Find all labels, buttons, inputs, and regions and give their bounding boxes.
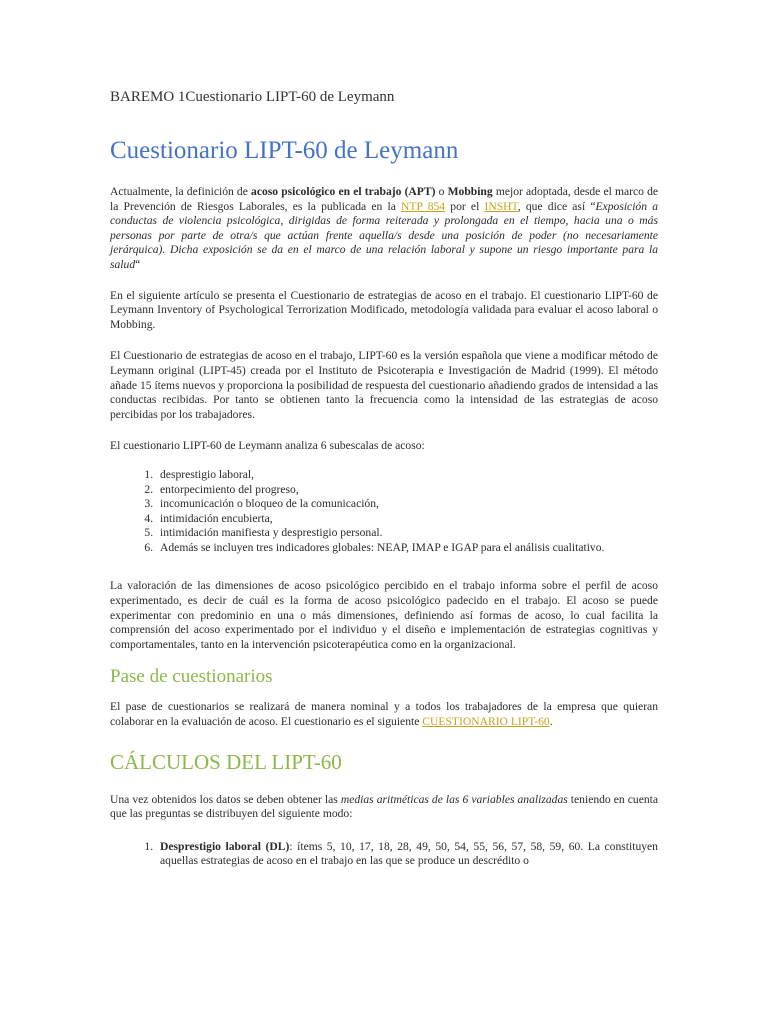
intro-text-5: , que dice así “: [517, 199, 596, 213]
intro-text-6: “: [135, 257, 141, 271]
intro-text-4: por el: [445, 199, 485, 213]
calc-item-label: Desprestigio laboral (DL): [160, 839, 290, 853]
valuation-paragraph: La valoración de las dimensiones de acoso psicológico percibido en el trabajo informa sobre el perfil de acoso experimentado, es decir de cuál es la forma de acoso psicológico padecido en el trabajo. El acoso se puede experimentar con predominio en una o más dimensiones, definiendo así formas de acoso, lo cual facilita la comprensión del acoso experimentado por el individuo y el diseño e implementación de estrategias cognitivas y comportamentales, tanto en la intervención psicoterapéutica como en la organizacional.: [110, 579, 658, 651]
calc-item-text: : ítems 5, 10, 17, 18, 28, 49, 50, 54, 55, 56, 57, 58, 59, 60. La constituyen aquellas estrategias de acoso en el trabajo en las que se produce un descrédito o: [160, 839, 658, 868]
intro-text-3: mejor adoptada, desde el marco de la Prevención de Riesgos Laborales, es la publicada en la: [110, 185, 659, 213]
pase-end: .: [549, 715, 553, 729]
intro-bold-mobbing: Mobbing: [447, 185, 493, 198]
pase-text: El pase de cuestionarios se realizará de manera nominal y a todos los trabajadores de la empresa que quieran colaborar en la evaluación de acoso. El cuestionario es el siguiente: [110, 700, 658, 729]
list-item: [156, 840, 658, 869]
list-item: 2. entorpecimiento del progreso,: [156, 483, 658, 498]
questionnaire-link[interactable]: CUESTIONARIO LIPT-60: [422, 715, 550, 729]
insht-link[interactable]: INSHT: [484, 199, 518, 213]
pase-paragraph: [110, 700, 658, 729]
intro-text-1: Actualmente, la definición de: [110, 185, 252, 198]
intro-quote: Exposición a conductas de violencia psicológica, dirigidas de forma reiterada y prolongada en el tiempo, hacia una o más personas por parte de otra/s que actúan frente aquella/s desde una posición de poder (no necesariamente jerárquica). Dicha exposición se da en el marco de una relación laboral y supone un riesgo importante para la salud: [110, 199, 658, 271]
calculation-list: [110, 840, 658, 869]
calculos-paragraph: [110, 793, 658, 822]
section-heading-pase: Pase de cuestionarios: [110, 666, 273, 688]
article-paragraph: En el siguiente artículo se presenta el Cuestionario de estrategias de acoso en el trabajo. El cuestionario LIPT-60 de Leymann Inventory of Psychological Terrorization Modificado, metodología validada para evaluar el acoso laboral o Mobbing.: [110, 288, 658, 331]
calculos-italic: medias aritméticas de las 6 variables analizadas: [340, 792, 568, 806]
subscales-intro-paragraph: El cuestionario LIPT-60 de Leymann analiza 6 subescalas de acoso:: [110, 439, 425, 453]
subscales-list: [110, 468, 658, 556]
list-item: 6. Además se incluyen tres indicadores globales: NEAP, IMAP e IGAP para el análisis cualitativo.: [156, 541, 658, 556]
page-title: Cuestionario LIPT-60 de Leymann: [110, 137, 459, 164]
document-content: [110, 82, 658, 869]
document-header: BAREMO 1Cuestionario LIPT-60 de Leymann: [110, 89, 395, 105]
calculos-text-1: Una vez obtenidos los datos se deben obtener las: [110, 792, 341, 806]
list-item: 5. intimidación manifiesta y desprestigio personal.: [156, 526, 658, 541]
section-heading-calculos: CÁLCULOS DEL LIPT-60: [110, 749, 342, 774]
calculos-text-2: teniendo en cuenta que las preguntas se distribuyen del siguiente modo:: [110, 792, 659, 821]
intro-paragraph: [110, 185, 658, 273]
list-item: 4. intimidación encubierta,: [156, 512, 658, 527]
intro-text-2: o: [435, 185, 448, 198]
list-item: 1. desprestigio laboral,: [156, 468, 658, 483]
ntp-854-link[interactable]: NTP 854: [401, 199, 446, 213]
lipt60-description-paragraph: El Cuestionario de estrategias de acoso en el trabajo, LIPT-60 es la versión española que viene a modificar método de Leymann original (LIPT-45) creada por el Instituto de Psicoterapia e Investigación de Madrid (1999). El método añade 15 ítems nuevos y proporciona la posibilidad de respuesta del cuestionario añadiendo grados de intensidad a las conductas recibidas. Por tanto se obtienen tanto la frecuencia como la intensidad de las estrategias de acoso percibidas por los trabajadores.: [110, 349, 658, 421]
list-item: 3. incomunicación o bloqueo de la comunicación,: [156, 497, 658, 512]
intro-bold-apt: acoso psicológico en el trabajo (APT): [251, 185, 436, 198]
